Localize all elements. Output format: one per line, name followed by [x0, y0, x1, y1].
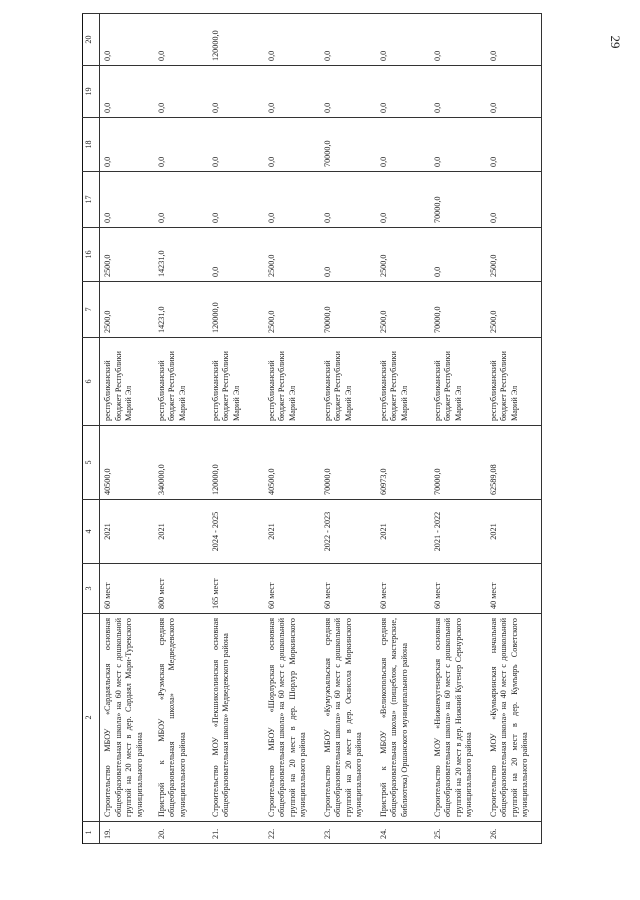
- years: 2021 - 2022: [430, 500, 486, 564]
- funding-source: республиканский бюджет Республики Марий Эл: [430, 338, 486, 426]
- rotated-table-container: [82, 14, 582, 844]
- funding-source: республиканский бюджет Республики Марий Эл: [264, 338, 320, 426]
- col-20-value: 0,0: [320, 14, 376, 66]
- col-16-value: 14231,0: [154, 228, 208, 282]
- col-17-value: 0,0: [320, 172, 376, 228]
- capacity: 800 мест: [154, 564, 208, 614]
- table-row: [486, 14, 542, 844]
- col-20-value: 0,0: [376, 14, 430, 66]
- table-row: [430, 14, 486, 844]
- object-name: Пристрой к МБОУ «Руэмская средняя общеобразовательная школа» Медведевского муниципального района: [154, 614, 208, 822]
- col-18-value: 0,0: [430, 118, 486, 172]
- col-16-value: 2500,0: [100, 228, 154, 282]
- row-number: 23.: [320, 822, 376, 844]
- years: 2024 - 2025: [208, 500, 264, 564]
- capacity: 60 мест: [100, 564, 154, 614]
- col-20-value: 0,0: [100, 14, 154, 66]
- years: 2021: [264, 500, 320, 564]
- funding-source: республиканский бюджет Республики Марий Эл: [320, 338, 376, 426]
- row-number: 21.: [208, 822, 264, 844]
- col-18-value: 0,0: [486, 118, 542, 172]
- table-row: [320, 14, 376, 844]
- col-17-value: 0,0: [208, 172, 264, 228]
- page-number: 29: [608, 35, 623, 49]
- funding-source: республиканский бюджет Республики Марий Эл: [100, 338, 154, 426]
- object-name: Строительство МБОУ «Кумужъяльская средняя общеобразовательная школа» на 60 мест с дошкольной группой на 20 мест в дер. Оснисола Моркинского муниципального района: [320, 614, 376, 822]
- col-17-value: 0,0: [154, 172, 208, 228]
- total-cost: 60973,0: [376, 426, 430, 500]
- total-cost: 70000,0: [320, 426, 376, 500]
- col-7-value: 70000,0: [320, 282, 376, 338]
- col-18-value: 0,0: [154, 118, 208, 172]
- col-7-value: 2500,0: [100, 282, 154, 338]
- col-19-value: 0,0: [320, 66, 376, 118]
- header-cell: 7: [83, 282, 100, 338]
- col-16-value: 2500,0: [376, 228, 430, 282]
- funding-source: республиканский бюджет Республики Марий Эл: [376, 338, 430, 426]
- row-number: 20.: [154, 822, 208, 844]
- col-19-value: 0,0: [154, 66, 208, 118]
- header-cell: 16: [83, 228, 100, 282]
- col-17-value: 0,0: [376, 172, 430, 228]
- col-19-value: 0,0: [486, 66, 542, 118]
- capacity: 60 мест: [264, 564, 320, 614]
- col-20-value: 120000,0: [208, 14, 264, 66]
- col-19-value: 0,0: [208, 66, 264, 118]
- table-row: [100, 14, 154, 844]
- header-cell: 4: [83, 500, 100, 564]
- col-19-value: 0,0: [376, 66, 430, 118]
- table-row: [154, 14, 208, 844]
- total-cost: 340000,0: [154, 426, 208, 500]
- col-17-value: 0,0: [100, 172, 154, 228]
- col-7-value: 2500,0: [486, 282, 542, 338]
- header-cell: 1: [83, 822, 100, 844]
- col-17-value: 0,0: [486, 172, 542, 228]
- col-7-value: 120000,0: [208, 282, 264, 338]
- header-cell: 18: [83, 118, 100, 172]
- years: 2021: [154, 500, 208, 564]
- col-18-value: 0,0: [376, 118, 430, 172]
- years: 2021: [376, 500, 430, 564]
- funding-source: республиканский бюджет Республики Марий Эл: [154, 338, 208, 426]
- col-20-value: 0,0: [264, 14, 320, 66]
- table-row: [208, 14, 264, 844]
- col-7-value: 2500,0: [264, 282, 320, 338]
- row-number: 19.: [100, 822, 154, 844]
- header-cell: 5: [83, 426, 100, 500]
- header-cell: 20: [83, 14, 100, 66]
- table-row: [376, 14, 430, 844]
- header-row: [83, 14, 100, 844]
- header-cell: 2: [83, 614, 100, 822]
- object-name: Строительство МБОУ «Шорлурская основная общеобразовательная школа» на 60 мест с дошкольной группой на 20 мест в дер. Шорлур Моркинского муниципального района: [264, 614, 320, 822]
- capacity: 60 мест: [376, 564, 430, 614]
- years: 2021: [100, 500, 154, 564]
- col-20-value: 0,0: [486, 14, 542, 66]
- col-17-value: 0,0: [264, 172, 320, 228]
- header-cell: 6: [83, 338, 100, 426]
- object-name: Строительство МОУ «Нижнекугенерская основная общеобразовательная школа» на 60 мест с дошкольной группой на 20 мест в дер. Нижний Кугенер Сернурского муниципального района: [430, 614, 486, 822]
- col-16-value: 0,0: [320, 228, 376, 282]
- years: 2022 - 2023: [320, 500, 376, 564]
- header-cell: 17: [83, 172, 100, 228]
- row-number: 24.: [376, 822, 430, 844]
- construction-objects-table: [82, 13, 542, 844]
- object-name: Строительство МОУ «Пекшиксолинская основная общеобразовательная школа» Медведевского района: [208, 614, 264, 822]
- row-number: 26.: [486, 822, 542, 844]
- header-cell: 3: [83, 564, 100, 614]
- total-cost: 40500,0: [264, 426, 320, 500]
- years: 2021: [486, 500, 542, 564]
- row-number: 22.: [264, 822, 320, 844]
- col-19-value: 0,0: [430, 66, 486, 118]
- col-7-value: 70000,0: [430, 282, 486, 338]
- capacity: 40 мест: [486, 564, 542, 614]
- object-name: Пристрой к МБОУ «Великопольская средняя общеобразовательная школа» (пищеблок, мастерские, библиотека) Оршанского муниципального района: [376, 614, 430, 822]
- funding-source: республиканский бюджет Республики Марий Эл: [208, 338, 264, 426]
- total-cost: 62589,08: [486, 426, 542, 500]
- capacity: 60 мест: [430, 564, 486, 614]
- col-20-value: 0,0: [430, 14, 486, 66]
- total-cost: 70000,0: [430, 426, 486, 500]
- capacity: 165 мест: [208, 564, 264, 614]
- col-18-value: 0,0: [264, 118, 320, 172]
- header-cell: 19: [83, 66, 100, 118]
- col-16-value: 0,0: [208, 228, 264, 282]
- col-17-value: 70000,0: [430, 172, 486, 228]
- col-16-value: 2500,0: [264, 228, 320, 282]
- row-number: 25.: [430, 822, 486, 844]
- col-18-value: 0,0: [100, 118, 154, 172]
- col-7-value: 14231,0: [154, 282, 208, 338]
- col-19-value: 0,0: [100, 66, 154, 118]
- object-name: Строительство МОУ «Кумьяринская начальная общеобразовательная школа» на 40 мест с дошкольной группой на 20 мест в дер. Кумъяръ Советского муниципального района: [486, 614, 542, 822]
- col-18-value: 0,0: [208, 118, 264, 172]
- col-7-value: 2500,0: [376, 282, 430, 338]
- object-name: Строительство МБОУ «Сардаяльская основная общеобразовательная школа» на 60 мест с дошкольной группой на 20 мест в дер. Сардаял Мари-Турекского муниципального района: [100, 614, 154, 822]
- capacity: 60 мест: [320, 564, 376, 614]
- funding-source: республиканский бюджет Республики Марий Эл: [486, 338, 542, 426]
- table-row: [264, 14, 320, 844]
- col-16-value: 2500,0: [486, 228, 542, 282]
- col-19-value: 0,0: [264, 66, 320, 118]
- col-20-value: 0,0: [154, 14, 208, 66]
- col-16-value: 0,0: [430, 228, 486, 282]
- col-18-value: 70000,0: [320, 118, 376, 172]
- total-cost: 40500,0: [100, 426, 154, 500]
- total-cost: 120000,0: [208, 426, 264, 500]
